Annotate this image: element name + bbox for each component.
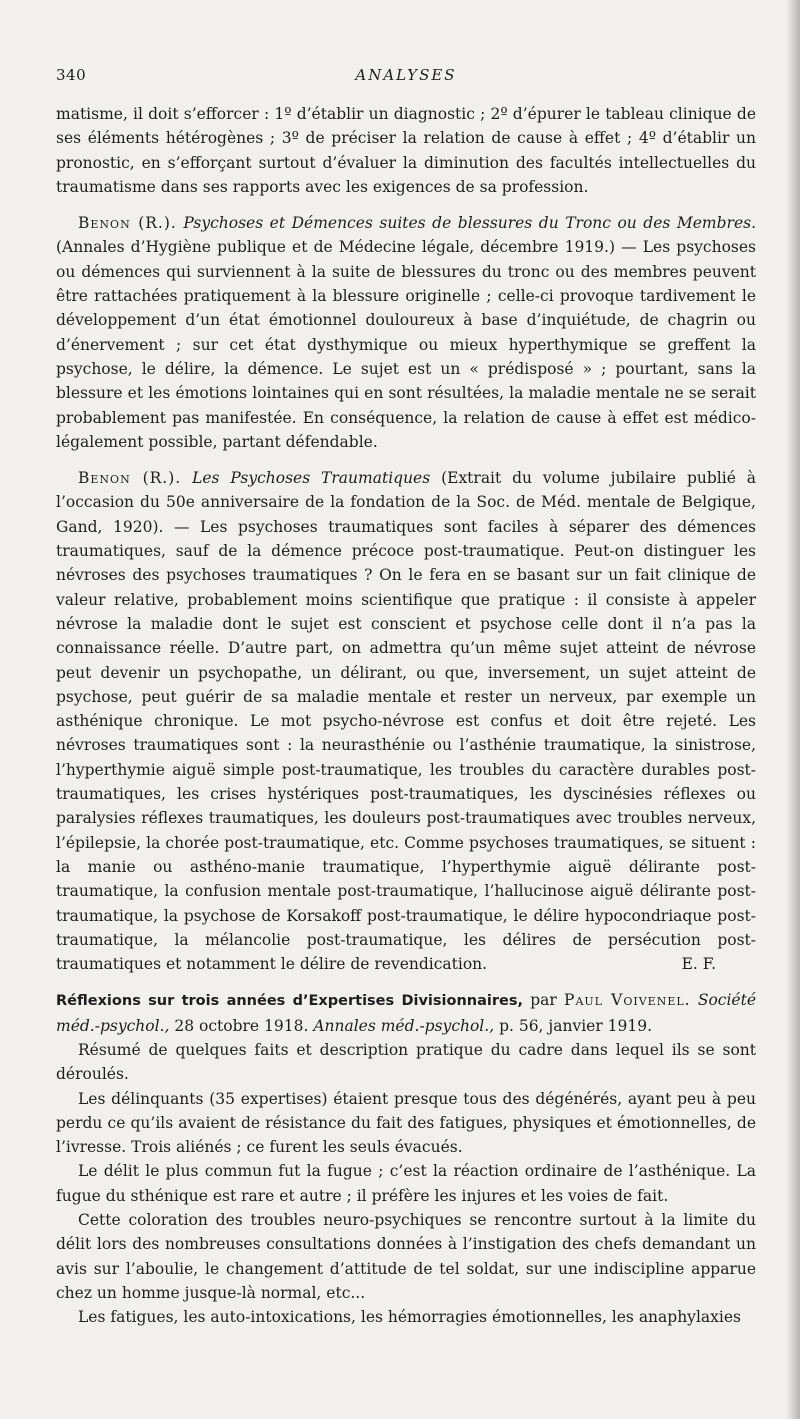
running-head xyxy=(56,66,756,94)
review-date: p. 56, janvier 1919. xyxy=(499,1016,653,1035)
review-title: Psychoses et Démences suites de blessures du Tronc ou des Membres. xyxy=(183,214,756,233)
paragraph-continuation xyxy=(56,102,756,199)
paragraph-text: matisme, il doit s’efforcer : 1º d’établir un diagnostic ; 2º d’épurer le tableau clinique de ses éléments hétérogènes ; 3º de préciser la relation de cause à effet ; 4º d’établir un pronostic, en s’efforçant surtout d’évaluer la diminution des facultés intellectuelles du traumatisme dans ses rapports avec les exigences de sa profession. xyxy=(56,105,756,196)
review-benon-psychoses-traumatiques xyxy=(56,466,756,976)
paragraph-text: Résumé de quelques faits et description pratique du cadre dans lequel ils se sont déroulés. xyxy=(56,1040,756,1084)
review-benon-psychoses-demences xyxy=(56,211,756,454)
review-title: Les Psychoses Traumatiques xyxy=(192,469,431,488)
review-title: Réflexions sur trois années d’Expertises Divisionnaires, xyxy=(56,993,523,1010)
review-journal: Société méd.-psychol., xyxy=(56,991,756,1035)
page-edge-shadow xyxy=(786,0,800,1419)
review-voivenel-heading xyxy=(56,988,756,1038)
review-voivenel-summary xyxy=(56,1038,756,1087)
review-initials: E. F. xyxy=(681,955,716,974)
review-author: Paul Voivenel. xyxy=(564,991,691,1010)
review-by: par xyxy=(530,991,557,1010)
review-text: (Extrait du volume jubilaire publié à l’occasion du 50e anniversaire de la fondation de la Soc. de Méd. mentale de Belgique, Gand, 1920). — Les psychoses traumatiques sont faciles à séparer des démences traumatiques, sauf de la démence précoce post-traumatique. Peut-on distinguer les névroses des psychoses traumatiques ? On le fera en se basant sur un fait clinique de valeur relative, probablement moins scientifique que pratique : il consiste à appeler névrose la maladie dont le sujet est conscient et psychose celle dont il n’a pas la connaissance réelle. D’autre part, on admettra qu’un même sujet atteint de névrose peut devenir un psychopathe, un délirant, ou que, inversement, un sujet atteint de psychose, peut guérir de sa maladie mentale et rester un nerveux, par exemple un asthénique chronique. Le mot psycho-névrose est confus et doit être rejeté. Les névroses traumatiques sont : la neurasthénie ou l’asthénie traumatique, la sinistrose, l’hyperthymie aiguë simple post-traumatique, les troubles du caractère durables post-traumatiques, les crises hystériques post-traumatiques, les dyscinésies réflexes ou paralysies réflexes traumatiques, les douleurs post-traumatiques avec troubles nerveux, l’épilepsie, la chorée post-traumatique, etc. Comme psychoses traumatiques, se situent : la manie ou asthéno-manie traumatique, l’hyperthymie aiguë délirante post-traumatique, la confusion mentale post-traumatique, l’hallucinose aiguë délirante post-traumatique, la psychose de Korsakoff post-traumatique, le délire hypocondriaque post-traumatique, la mélancolie post-traumatique, les délires de persécution post-traumatiques et notamment le délire de revendication. xyxy=(56,469,757,974)
review-voivenel-coloration xyxy=(56,1208,756,1305)
review-voivenel-delinquants xyxy=(56,1087,756,1160)
section-title: ANALYSES xyxy=(355,66,457,84)
page-number: 340 xyxy=(56,66,87,84)
paragraph-text: Cette coloration des troubles neuro-psychiques se rencontre surtout à la limite du délit lors des nombreuses consultations données à l’instigation des chefs demandant un avis sur l’aboulie, le changement d’attitude de tel soldat, sur une indiscipline apparue chez un homme jusque-là normal, etc... xyxy=(56,1211,756,1302)
review-date: 28 octobre 1918. xyxy=(174,1016,309,1035)
paragraph-text: Le délit le plus commun fut la fugue ; c’est la réaction ordinaire de l’asthénique. La fugue du sthénique est rare et autre ; il préfère les injures et les voies de fait. xyxy=(56,1162,756,1205)
review-voivenel-fatigues xyxy=(56,1305,756,1329)
review-voivenel-fugue xyxy=(56,1159,756,1208)
review-author: Benon (R.). xyxy=(78,214,177,233)
review-author: Benon (R.). xyxy=(78,469,182,488)
paragraph-text: Les délinquants (35 expertises) étaient presque tous des dégénérés, ayant peu à peu perdu ce qu’ils avaient de résistance du fait des fatigues, physiques et émotionnelles, de l’ivresse. Trois aliénés ; ce furent les seuls évacués. xyxy=(56,1089,756,1157)
review-text: (Annales d’Hygiène publique et de Médecine légale, décembre 1919.) — Les psychoses ou démences qui surviennent à la suite de blessures du tronc ou des membres peuvent être rattachées pratiquement à la blessure originelle ; celle-ci provoque tardivement le développement d’un état émotionnel douloureux à base d’inquiétude, de chagrin ou d’énervement ; sur cet état dysthymique ou mieux hyperthymique se greffent la psychose, le délire, la démence. Le sujet est un « prédisposé » ; pourtant, sans la blessure et les émotions lointaines qui en sont résultées, la maladie mentale ne se serait probablement pas manifestée. En conséquence, la relation de cause à effet est médico-légalement possible, partant défendable. xyxy=(56,238,756,451)
review-journal: Annales méd.-psychol., xyxy=(313,1016,495,1035)
paragraph-text: Les fatigues, les auto-intoxications, les hémorragies émotionnelles, les anaphylaxies xyxy=(78,1308,741,1327)
